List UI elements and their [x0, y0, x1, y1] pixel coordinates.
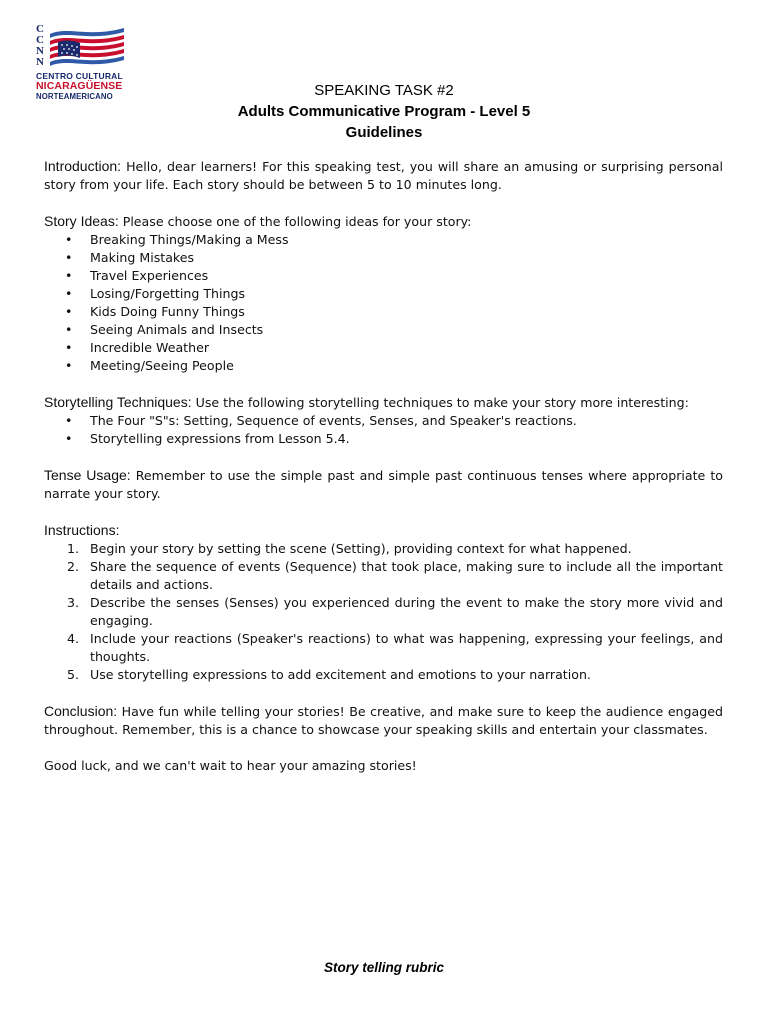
bullet-icon: •: [65, 250, 73, 265]
techniques-label: Storytelling Techniques:: [44, 394, 192, 410]
list-item: [44, 249, 723, 267]
list-item-text: Making Mistakes: [90, 250, 195, 265]
list-item: [44, 321, 723, 339]
techniques-section: [44, 393, 723, 448]
bullet-icon: •: [65, 413, 73, 428]
list-number: 4.: [67, 631, 80, 646]
bullet-icon: •: [65, 431, 73, 446]
list-number: 5.: [67, 667, 80, 682]
conclusion-text: Have fun while telling your stories! Be creative, and make sure to keep the audience engaged throughout. Remember, this is a chance to showcase your speaking skills and entertain your classmates.: [44, 704, 723, 737]
logo-line-1: CENTRO CULTURAL: [36, 71, 123, 81]
tense-text: Remember to use the simple past and simple past continuous tenses where appropriate to narrate your story.: [44, 468, 723, 501]
list-item: [44, 558, 723, 594]
list-number: 1.: [67, 541, 80, 556]
list-item-text: Travel Experiences: [90, 268, 209, 283]
introduction-text: Hello, dear learners! For this speaking test, you will share an amusing or surprising personal story from your life. Each story should be between 5 to 10 minutes long.: [44, 159, 723, 192]
list-item: [44, 357, 723, 375]
techniques-list: [44, 412, 723, 448]
task-title: SPEAKING TASK #2: [314, 82, 454, 99]
list-item-text: Kids Doing Funny Things: [90, 304, 245, 319]
list-item-text: Meeting/Seeing People: [90, 358, 234, 373]
logo-letter: N: [36, 45, 44, 57]
logo-letter: N: [36, 56, 44, 68]
bullet-icon: •: [65, 268, 73, 283]
techniques-text: Use the following storytelling techniques to make your story more interesting:: [195, 395, 689, 410]
list-item: [44, 303, 723, 321]
closing-line: Good luck, and we can't wait to hear your amazing stories!: [44, 758, 417, 773]
list-item-text: Incredible Weather: [90, 340, 210, 355]
list-item: [44, 231, 723, 249]
list-item: [44, 540, 723, 558]
list-item-text: Describe the senses (Senses) you experienced during the event to make the story more vivid and engaging.: [90, 595, 723, 628]
bullet-icon: •: [65, 322, 73, 337]
rubric-title: Story telling rubric: [323, 960, 445, 975]
logo-letter: C: [36, 34, 44, 46]
tense-section: [44, 466, 723, 503]
bullet-icon: •: [65, 340, 73, 355]
conclusion-section: [44, 702, 723, 739]
introduction-section: [44, 157, 723, 194]
tense-label: Tense Usage:: [44, 467, 131, 483]
program-title: Adults Communicative Program - Level 5: [237, 103, 531, 120]
list-item: [44, 666, 723, 684]
techniques-intro: [44, 393, 723, 412]
conclusion-label: Conclusion:: [44, 703, 118, 719]
document-body: [44, 157, 723, 793]
list-item-text: Storytelling expressions from Lesson 5.4.: [90, 431, 350, 446]
list-item-text: Seeing Animals and Insects: [90, 322, 264, 337]
list-item: [44, 430, 723, 448]
flag-icon: [48, 24, 126, 70]
story-ideas-text: Please choose one of the following ideas for your story:: [122, 214, 472, 229]
list-item-text: Losing/Forgetting Things: [90, 286, 246, 301]
list-number: 2.: [67, 559, 80, 574]
instructions-section: [44, 521, 723, 684]
guidelines-title: Guidelines: [345, 124, 423, 141]
bullet-icon: •: [65, 358, 73, 373]
list-number: 3.: [67, 595, 80, 610]
instructions-label: Instructions:: [44, 522, 120, 538]
instructions-list: [44, 540, 723, 684]
introduction-label: Introduction:: [44, 158, 122, 174]
story-ideas-section: [44, 212, 723, 375]
list-item-text: Include your reactions (Speaker's reactions) to what was happening, expressing your feelings, and thoughts.: [90, 631, 723, 664]
bullet-icon: •: [65, 286, 73, 301]
list-item-text: Share the sequence of events (Sequence) that took place, making sure to include all the important details and actions.: [90, 559, 723, 592]
bullet-icon: •: [65, 304, 73, 319]
logo-letter: C: [36, 23, 44, 35]
list-item-text: Breaking Things/Making a Mess: [90, 232, 289, 247]
list-item: [44, 630, 723, 666]
logo-line-2: NICARAGÜENSE: [36, 80, 123, 92]
list-item-text: The Four "S"s: Setting, Sequence of events, Senses, and Speaker's reactions.: [90, 413, 577, 428]
list-item: [44, 339, 723, 357]
list-item: [44, 267, 723, 285]
story-ideas-list: [44, 231, 723, 375]
logo-letters: [34, 24, 46, 68]
document-header: [0, 80, 768, 143]
story-ideas-label: Story Ideas:: [44, 213, 119, 229]
story-ideas-intro: [44, 212, 723, 231]
logo-line-3: NORTEAMERICANO: [36, 92, 113, 101]
list-item: [44, 594, 723, 630]
list-item-text: Begin your story by setting the scene (Setting), providing context for what happened.: [90, 541, 632, 556]
bullet-icon: •: [65, 232, 73, 247]
list-item: [44, 285, 723, 303]
list-item: [44, 412, 723, 430]
instructions-heading: [44, 521, 723, 540]
list-item-text: Use storytelling expressions to add excitement and emotions to your narration.: [90, 667, 591, 682]
